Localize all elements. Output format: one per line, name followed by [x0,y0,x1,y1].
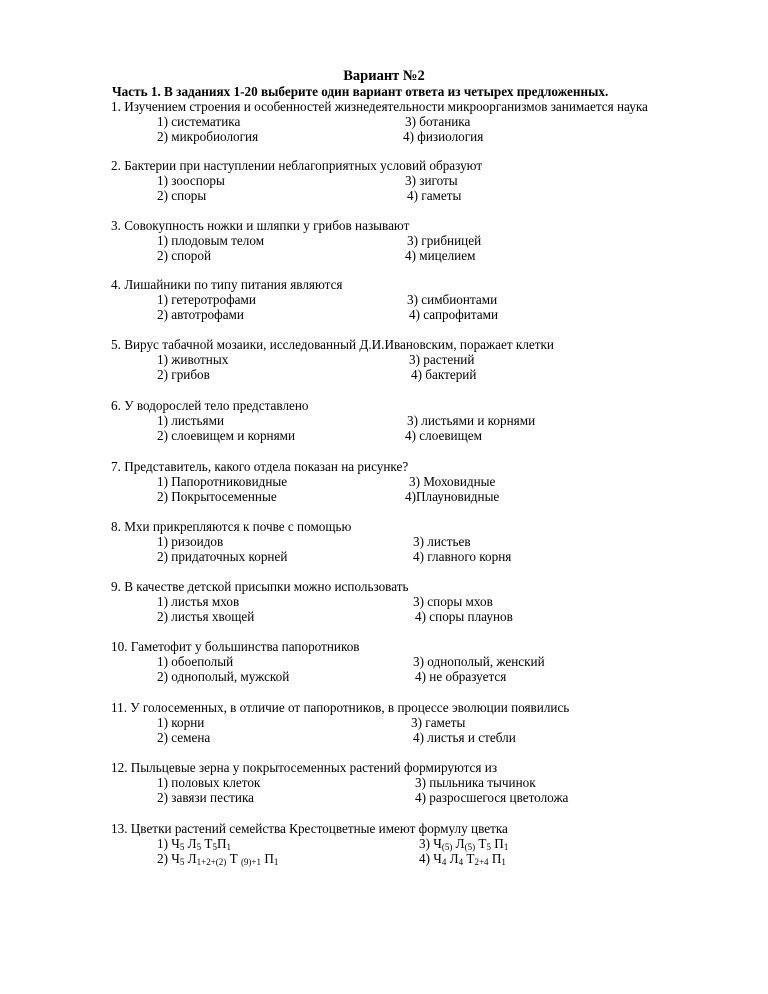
question-stem: 4. Лишайники по типу питания являются [111,277,343,292]
question-3 [111,218,711,263]
option-1: 1) корни [157,715,205,730]
question-2 [111,158,711,203]
question-5 [111,337,711,382]
option-1: 1) Папоротниковидные [157,474,288,489]
question-6 [111,398,711,443]
formula-option-1: 1) $Ч_5$ $Л_5$ $Т_5П_1$ [157,836,232,852]
question-stem: 3. Совокупность ножки и шляпки у грибов называют [111,218,410,233]
question-8 [111,519,711,564]
option-3: 3) зиготы [405,173,458,188]
option-2: 2) листья хвощей [157,609,255,624]
question-13 [111,821,711,866]
question-9 [111,579,711,624]
question-stem: 5. Вирус табачной мозаики, исследованный Д.И.Ивановским, поражает клетки [111,337,554,352]
option-3: 3) пыльника тычинок [415,775,536,790]
option-3: 3) ботаника [405,114,471,129]
question-10 [111,639,711,684]
question-stem: 1. Изучением строения и особенностей жизнедеятельности микроорганизмов занимается наука [111,99,648,114]
option-2: 2) слоевищем и корнями [157,428,296,443]
option-2: 2) семена [157,730,211,745]
option-4: 4) бактерий [411,367,477,382]
option-2: 2) споры [157,188,207,203]
option-2: 2) однополый, мужской [157,669,290,684]
formula-option-4: 4) $Ч_4$ $Л_4$ $Т_{2+4}$ $П_1$ [419,851,506,867]
option-1: 1) плодовым телом [157,233,265,248]
option-4: 4) слоевищем [405,428,482,443]
option-1: 1) гетеротрофами [157,292,256,307]
option-4: 4) не образуется [415,669,507,684]
question-stem: 6. У водорослей тело представлено [111,398,309,413]
option-1: 1) обоеполый [157,654,234,669]
option-1: 1) систематика [157,114,241,129]
option-1: 1) животных [157,352,229,367]
option-3: 3) листьев [413,534,471,549]
option-3: 3) гаметы [411,715,466,730]
option-4: 4) разросшегося цветоложа [415,790,569,805]
option-4: 4) мицелием [405,248,476,263]
option-1: 1) ризоидов [157,534,224,549]
option-3: 3) растений [409,352,475,367]
option-3: 3) симбионтами [407,292,498,307]
question-stem: 12. Пыльцевые зерна у покрытосеменных растений формируются из [111,760,498,775]
question-1 [111,99,711,144]
option-3: 3) листьями и корнями [407,413,536,428]
option-4: 4) сапрофитами [409,307,499,322]
option-2: 2) микробиология [157,129,259,144]
option-1: 1) листья мхов [157,594,240,609]
option-3: 3) однополый, женский [413,654,545,669]
question-stem: 11. У голосеменных, в отличие от папоротников, в процессе эволюции появились [111,700,570,715]
instruction: Часть 1. В заданиях 1-20 выберите один вариант ответа из четырех предложенных. [112,84,609,99]
option-1: 1) зооспоры [157,173,225,188]
question-stem: 7. Представитель, какого отдела показан на рисунке? [111,459,409,474]
option-4: 4)Плауновидные [405,489,500,504]
question-7 [111,459,711,504]
option-2: 2) автотрофами [157,307,244,322]
option-2: 2) завязи пестика [157,790,255,805]
question-stem: 9. В качестве детской присыпки можно использовать [111,579,409,594]
question-4 [111,277,711,322]
option-1: 1) половых клеток [157,775,261,790]
option-3: 3) споры мхов [413,594,493,609]
option-4: 4) гаметы [407,188,462,203]
question-stem: 13. Цветки растений семейства Крестоцветные имеют формулу цветка [111,821,508,836]
formula-option-3: 3) $Ч_{(5)}$ $Л_{(5)}$ $Т_5$ $П_1$ [419,836,509,852]
option-2: 2) грибов [157,367,210,382]
question-11 [111,700,711,745]
question-12 [111,760,711,805]
option-3: 3) Моховидные [409,474,496,489]
question-stem: 2. Бактерии при наступлении неблагоприятных условий образуют [111,158,483,173]
option-4: 4) листья и стебли [413,730,516,745]
option-3: 3) грибницей [407,233,482,248]
option-2: 2) придаточных корней [157,549,288,564]
question-stem: 8. Мхи прикрепляются к почве с помощью [111,519,352,534]
option-2: 2) спорой [157,248,212,263]
page-title: Вариант №2 [343,68,425,84]
option-2: 2) Покрытосеменные [157,489,277,504]
question-stem: 10. Гаметофит у большинства папоротников [111,639,360,654]
option-4: 4) главного корня [413,549,512,564]
option-4: 4) споры плаунов [415,609,513,624]
formula-option-2: 2) $Ч_5$ $Л_{1+2+(2)}$ Т $_{(9)+1}$ $П_1$ [157,851,279,867]
option-4: 4) физиология [403,129,484,144]
option-1: 1) листьями [157,413,225,428]
